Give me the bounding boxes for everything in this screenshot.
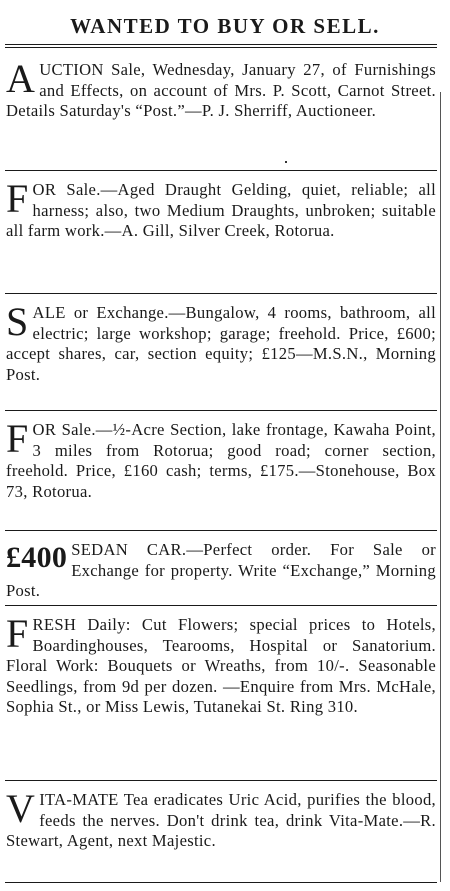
ad-fresh-flowers [6, 611, 436, 718]
ad-divider [5, 530, 437, 531]
heading-divider [5, 44, 437, 48]
ad-text: SEDAN CAR.—Perfect order. For Sale or Exchange for property. Write “Exchange,” Morning Post. [6, 540, 436, 601]
ad-divider [5, 410, 437, 411]
ad-price-cap: £400 [6, 541, 68, 574]
ad-text: RESH Daily: Cut Flowers; special prices to Hotels, Boardinghouses, Tearooms, Hospital or Sanatorium. Floral Work: Bouquets or Wreaths, from 10/-. Seasonable Seedlings, from 9d per dozen. —Enquire from Mrs. McHale, Sophia St., or Miss Lewis, Tutanekai St. Ring 310. [6, 615, 436, 717]
ad-text: OR Sale.—½-Acre Section, lake frontage, Kawaha Point, 3 miles from Rotorua; good road; corner section, freehold. Price, £160 cash; terms, £175.—Stonehouse, Box 73, Rotorua. [6, 420, 436, 501]
ad-sale-or-exchange-bungalow [6, 299, 436, 385]
ad-text: ITA-MATE Tea eradicates Uric Acid, purifies the blood, feeds the nerves. Don't drink tea, drink Vita-Mate.—R. Stewart, Agent, next Majestic. [6, 790, 436, 851]
ad-for-sale-section [6, 416, 436, 502]
ad-dropcap: F [6, 611, 29, 656]
ad-text: UCTION Sale, Wednesday, January 27, of Furnishings and Effects, on account of Mrs. P. Scott, Carnot Street. Details Saturday's “Post.”—P. J. Sherriff, Auctioneer. [6, 60, 436, 121]
ad-divider [5, 293, 437, 294]
ad-divider [5, 882, 437, 883]
ad-text: ALE or Exchange.—Bungalow, 4 rooms, bathroom, all electric; large workshop; garage; freehold. Price, £600; accept shares, car, section equity; £125—M.S.N., Morning Post. [6, 303, 436, 384]
ad-vita-mate [6, 786, 436, 852]
ad-dropcap: V [6, 786, 36, 831]
ad-dropcap: F [6, 416, 29, 461]
print-speck [285, 161, 287, 163]
ad-for-sale-gelding [6, 176, 436, 242]
ad-dropcap: A [6, 56, 36, 101]
column-edge [440, 92, 441, 882]
ad-divider [5, 170, 437, 171]
ad-divider [5, 605, 437, 606]
ad-divider [5, 780, 437, 781]
ad-dropcap: F [6, 176, 29, 221]
column-heading: WANTED TO BUY OR SELL. [70, 14, 380, 38]
ad-auction [6, 56, 436, 122]
ad-text: OR Sale.—Aged Draught Gelding, quiet, reliable; all harness; also, two Medium Draughts, unbroken; suitable all farm work.—A. Gill, Silver Creek, Rotorua. [6, 180, 436, 241]
ad-sedan-car [6, 540, 436, 602]
ad-dropcap: S [6, 299, 29, 344]
